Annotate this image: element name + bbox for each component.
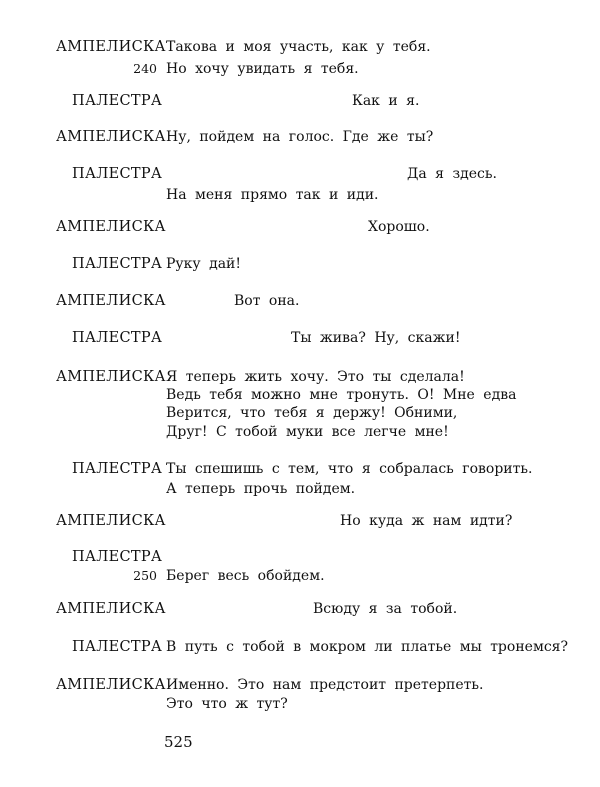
verse-line [0,478,600,500]
speaker-label: ПАЛЕСТРА [72,166,163,182]
verse-text: Но хочу увидать я тебя. [166,61,359,77]
verse-text: Руку дай! [166,256,242,272]
verse-text: Всюду я за тобой. [313,601,458,617]
verse-text: Я теперь жить хочу. Это ты сделала! [166,369,465,385]
verse-text: А теперь прочь пойдем. [166,481,356,497]
verse-text: Это что ж тут? [166,696,288,712]
speaker-label: ПАЛЕСТРА [72,330,163,346]
verse-text: Ну, пойдем на голос. Где же ты? [166,129,434,145]
verse-text: Ты спешишь с тем, что я собралась говорить. [166,461,533,477]
verse-text: Как и я. [352,93,420,109]
verse-text: Вот она. [234,293,300,309]
line-number: 240 [133,61,157,76]
verse-text: В путь с тобой в мокром ли платье мы тронемся? [166,639,569,655]
verse-text: Хорошо. [368,219,430,235]
verse-text: Но куда ж нам идти? [340,513,513,529]
speaker-label: АМПЕЛИСКА [56,513,166,529]
speaker-label: ПАЛЕСТРА [72,256,163,272]
verse-line [0,36,600,58]
verse-line [0,565,600,587]
verse-text: На меня прямо так и иди. [166,187,379,203]
speaker-label: ПАЛЕСТРА [72,93,163,109]
verse-line [0,693,600,715]
verse-text: Друг! С тобой муки все легче мне! [166,424,449,440]
verse-line [0,184,600,206]
verse-text: Именно. Это нам предстоит претерпеть. [166,677,484,693]
verse-line [0,126,600,148]
verse-line [0,421,600,443]
verse-line [0,510,600,532]
speaker-label: АМПЕЛИСКА [56,293,166,309]
verse-text: Да я здесь. [407,166,497,182]
verse-line [0,458,600,480]
verse-text: Берег весь обойдем. [166,568,325,584]
verse-line [0,90,600,112]
speaker-label: АМПЕЛИСКА [56,677,166,693]
speaker-label: АМПЕЛИСКА [56,369,166,385]
speaker-label: АМПЕЛИСКА [56,601,166,617]
verse-line [0,163,600,185]
speaker-label: АМПЕЛИСКА [56,219,166,235]
speaker-label: ПАЛЕСТРА [72,549,163,565]
speaker-label: ПАЛЕСТРА [72,461,163,477]
verse-line [0,253,600,275]
verse-line [0,290,600,312]
verse-line [0,58,600,80]
verse-line [0,636,600,658]
verse-text: Ведь тебя можно мне тронуть. О! Мне едва [166,387,517,403]
speaker-label: АМПЕЛИСКА [56,39,166,55]
verse-line [0,598,600,620]
speaker-label: АМПЕЛИСКА [56,129,166,145]
verse-text: Верится, что тебя я держу! Обними, [166,405,458,421]
verse-line [0,327,600,349]
verse-line [0,216,600,238]
line-number: 250 [133,568,157,583]
speaker-label: ПАЛЕСТРА [72,639,163,655]
page-number: 525 [164,733,193,751]
verse-text: Такова и моя участь, как у тебя. [166,39,431,55]
verse-text: Ты жива? Ну, скажи! [291,330,461,346]
